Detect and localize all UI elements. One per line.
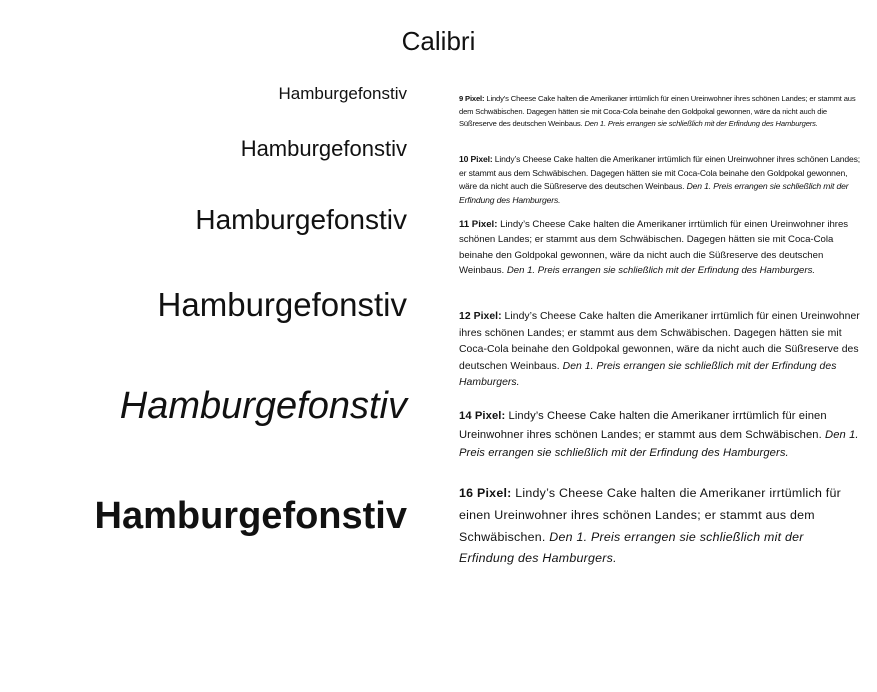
font-sample-bold: Hamburgefonstiv xyxy=(94,495,407,537)
sample-text: Lindy’s Cheese Cake halten die Amerikaner irrtümlich für einen Ureinwohner ihres schönen Landes; er stammt aus dem Schwäbischen. Dagegen hätten sie mit Coca-Cola beinahe den Goldpokal gewonnen, wäre da nicht auch die Süßreserve des deutschen Weinbaus. xyxy=(459,94,856,128)
sample-text: Lindy’s Cheese Cake halten die Amerikaner irrtümlich für einen Ureinwohner ihres schönen Landes; er stammt aus dem Schwäbischen. xyxy=(459,486,841,544)
font-sample-1: Hamburgefonstiv xyxy=(278,84,407,103)
sample-text-italic: Den 1. Preis errangen sie schließlich mit der Erfindung des Hamburgers. xyxy=(459,428,859,460)
text-sample-16px xyxy=(459,483,859,570)
text-sample-14px xyxy=(459,407,864,463)
sample-text-italic: Den 1. Preis errangen sie schließlich mit der Erfindung des Hamburgers. xyxy=(459,360,837,388)
sample-text-italic: Den 1. Preis errangen sie schließlich mit der Erfindung des Hamburgers. xyxy=(506,264,816,276)
sample-text-italic: Den 1. Preis errangen sie schließlich mit der Erfindung des Hamburgers. xyxy=(459,181,849,206)
size-label: 14 Pixel: xyxy=(459,410,506,422)
font-sample-3: Hamburgefonstiv xyxy=(195,204,407,235)
font-sample-4: Hamburgefonstiv xyxy=(157,286,407,323)
text-sample-10px xyxy=(459,153,864,208)
sample-text-italic: Den 1. Preis errangen sie schließlich mit der Erfindung des Hamburgers. xyxy=(459,529,804,566)
size-label: 10 Pixel: xyxy=(459,154,493,164)
size-label: 11 Pixel: xyxy=(459,219,498,230)
sample-text: Lindy’s Cheese Cake halten die Amerikaner irrtümlich für einen Ureinwohner ihres schönen Landes; er stammt aus dem Schwäbischen. Dagegen hätten sie mit Coca-Cola beinahe den Goldpokal gewonnen, wäre da nicht auch die Süßreserve des deutschen Weinbaus. xyxy=(459,154,860,192)
font-sample-italic: Hamburgefonstiv xyxy=(119,385,407,427)
size-label: 16 Pixel: xyxy=(459,486,512,500)
size-label: 9 Pixel: xyxy=(459,94,485,103)
sample-text-italic: Den 1. Preis errangen sie schließlich mit der Erfindung des Hamburgers. xyxy=(584,119,818,128)
sample-text: Lindy’s Cheese Cake halten die Amerikaner irrtümlich für einen Ureinwohner ihres schönen Landes; er stammt aus dem Schwäbischen. Dagegen hätten sie mit Coca-Cola beinahe den Goldpokal gewonnen, wäre da nicht auch die Süßreserve des deutschen Weinbaus. xyxy=(459,219,849,276)
text-sample-11px xyxy=(459,217,864,278)
sample-text: Lindy’s Cheese Cake halten die Amerikaner irrtümlich für einen Ureinwohner ihres schönen Landes; er stammt aus dem Schwäbischen. Dagegen hätten sie mit Coca-Cola beinahe den Goldpokal gewonnen, wäre da nicht auch die Süßreserve des deutschen Weinbaus. xyxy=(459,311,860,372)
sample-text: Lindy’s Cheese Cake halten die Amerikaner irrtümlich für einen Ureinwohner ihres schönen Landes; er stammt aus dem Schwäbischen. xyxy=(459,410,827,441)
size-label: 12 Pixel: xyxy=(459,311,502,322)
page-title: Calibri xyxy=(401,26,476,56)
text-sample-9px xyxy=(459,93,864,131)
font-sample-2: Hamburgefonstiv xyxy=(240,136,407,161)
text-sample-12px xyxy=(459,309,864,392)
